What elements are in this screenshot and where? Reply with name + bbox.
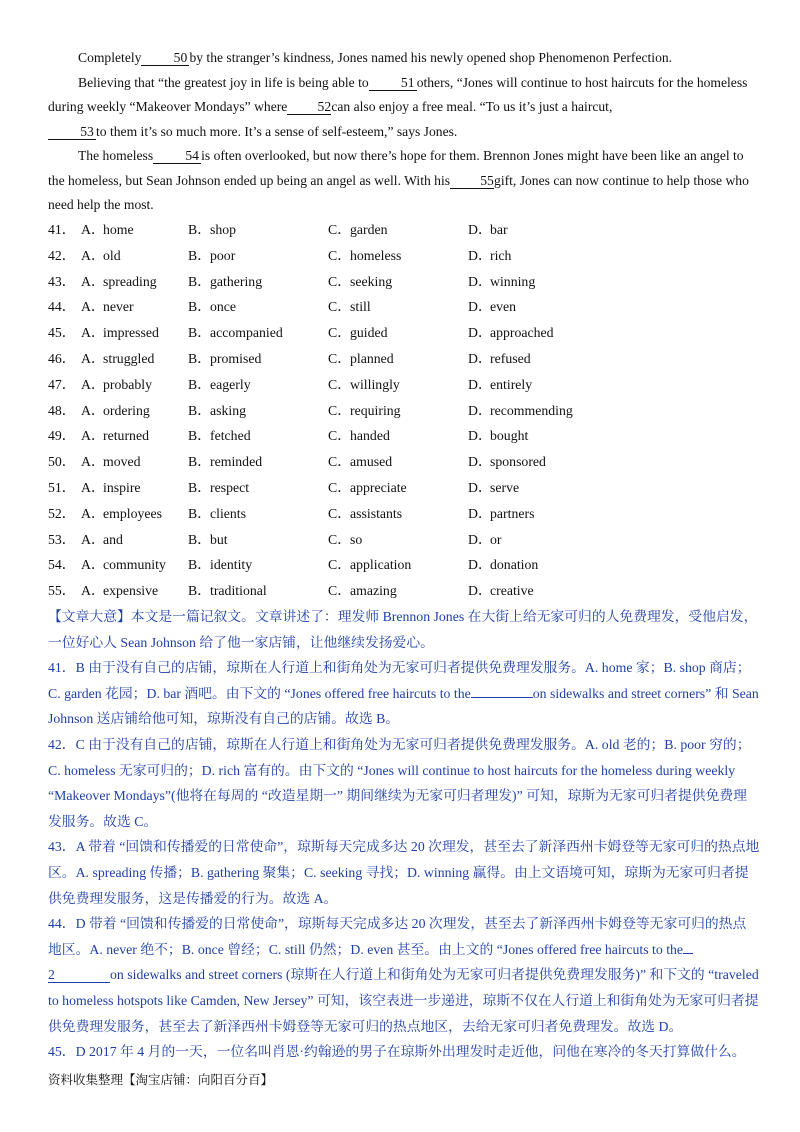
option-text: still <box>350 299 371 315</box>
blank-55: 55 <box>450 174 494 189</box>
passage-text: to them it’s so much more. It’s a sense of self-esteem,” says Jones. <box>96 123 458 139</box>
option-b <box>188 527 228 553</box>
options-list <box>48 217 760 604</box>
option-letter: C． <box>328 222 351 237</box>
option-a <box>81 475 141 501</box>
option-text: bought <box>490 428 529 444</box>
answer-text: 41．B 由于没有自己的店铺，琼斯在人行道上和街角处为无家可归者提供免费理发服务。A. home 家；B. shop 商店；C. garden 花园；D. bar 酒吧。由下文的 “Jones offered free haircuts to the <box>48 660 751 701</box>
blank-52: 52 <box>287 100 331 115</box>
option-letter: D． <box>468 376 492 392</box>
option-a <box>81 501 162 527</box>
answer-43: 43．A 带着 “回馈和传播爱的日常使命”，琼斯每天完成多达 20 次理发，甚至去了新泽西州卡姆登等无家可归的热点地区。A. spreading 传播；B. gathering 聚集；C. seeking 寻找；D. winning 赢得。由上文语境可知，琼斯为无家可归者提供免费理发服务，这是传播爱的行为。故选 A。 <box>48 839 760 906</box>
option-letter: B． <box>188 454 211 470</box>
blank-50: 50 <box>141 51 189 66</box>
answer-42: 42．C 由于没有自己的店铺，琼斯在人行道上和街角处为无家可归者提供免费理发服务。A. old 老的；B. poor 穷的；C. homeless 无家可归的；D. rich 富有的。由下文的 “Jones will continue to host haircuts for the homeless during weekly “Makeover Mondays”(他将在每周的 “改造星期一” 期间继续为无家可归者理发)” 可知，琼斯为无家可归者提供免费理发服务。故选 C。 <box>48 736 751 829</box>
page-footer: 资料收集整理【淘宝店铺：向阳百分百】 <box>48 1072 274 1087</box>
question-number: 46． <box>48 350 76 366</box>
option-d <box>468 423 528 449</box>
option-a <box>81 578 158 604</box>
option-text: partners <box>490 505 535 521</box>
question-number: 54． <box>48 557 76 573</box>
option-c <box>328 475 407 501</box>
option-letter: A． <box>81 454 105 470</box>
option-a <box>81 449 141 475</box>
option-text: requiring <box>350 402 401 418</box>
option-text: fetched <box>210 428 251 444</box>
option-text: even <box>490 299 517 315</box>
answer-45: 45．D 2017 年 4 月的一天，一位名叫肖恩·约翰逊的男子在琼斯外出理发时走近他，问他在寒冷的冬天打算做什么。 <box>48 1044 746 1060</box>
option-text: accompanied <box>210 325 283 341</box>
option-text: asking <box>210 402 247 418</box>
question-number: 42． <box>48 247 76 263</box>
option-letter: B． <box>188 247 211 263</box>
option-text: rich <box>490 247 512 263</box>
question-row <box>48 527 760 553</box>
option-text: sponsored <box>490 454 546 470</box>
option-text: clients <box>210 505 247 521</box>
option-letter: A． <box>81 557 105 573</box>
option-b <box>188 449 262 475</box>
option-letter: C． <box>328 531 351 547</box>
passage-text: Completely <box>78 50 142 65</box>
option-text: reminded <box>210 454 263 470</box>
blank-53: 53 <box>48 125 96 140</box>
option-letter: D． <box>468 402 492 418</box>
question-number: 44． <box>48 299 76 315</box>
option-d <box>468 552 538 578</box>
option-a <box>81 243 121 269</box>
option-text: never <box>103 299 134 315</box>
option-letter: D． <box>468 583 492 599</box>
answer-44 <box>48 911 760 1039</box>
option-d <box>468 398 573 424</box>
option-a <box>81 346 154 372</box>
option-d <box>468 527 502 553</box>
option-b <box>188 501 246 527</box>
option-text: poor <box>210 247 236 263</box>
option-b <box>188 372 251 398</box>
option-d <box>468 269 535 295</box>
option-letter: B． <box>188 531 211 547</box>
option-letter: D． <box>468 505 492 521</box>
option-b <box>188 398 246 424</box>
option-letter: A． <box>81 350 105 366</box>
answer-explanations <box>48 604 760 1065</box>
question-number: 51． <box>48 479 76 495</box>
question-row <box>48 320 760 346</box>
option-b <box>188 294 236 320</box>
option-text: inspire <box>103 479 141 495</box>
option-c <box>328 294 371 320</box>
option-letter: A． <box>81 428 105 444</box>
option-letter: C． <box>328 247 351 263</box>
option-c <box>328 449 392 475</box>
option-text: respect <box>210 479 250 495</box>
option-b <box>188 243 235 269</box>
option-letter: A． <box>81 325 105 341</box>
option-a <box>81 269 157 295</box>
question-row <box>48 449 760 475</box>
option-letter: A． <box>81 583 105 599</box>
option-text: promised <box>210 350 262 366</box>
option-text: amused <box>350 454 393 470</box>
option-text: probably <box>103 376 153 392</box>
option-text: or <box>490 531 502 547</box>
option-text: planned <box>350 350 394 366</box>
option-c <box>328 346 394 372</box>
option-letter: D． <box>468 273 492 289</box>
option-text: handed <box>350 428 390 444</box>
option-letter: A． <box>81 273 105 289</box>
passage-text: by the stranger’s kindness, Jones named his newly opened shop Phenomenon Perfection. <box>189 50 673 65</box>
option-text: community <box>103 557 166 573</box>
passage-text: Believing that “the greatest joy in life is being able to <box>78 74 369 90</box>
option-a <box>81 294 134 320</box>
option-letter: D． <box>468 247 492 263</box>
option-a <box>81 320 159 346</box>
question-row <box>48 269 760 295</box>
option-letter: B． <box>188 273 211 289</box>
option-letter: D． <box>468 479 492 495</box>
question-row <box>48 243 760 269</box>
option-letter: B． <box>188 325 211 341</box>
passage-paragraph-3 <box>48 144 760 218</box>
option-text: creative <box>490 583 534 599</box>
option-text: serve <box>490 479 520 495</box>
answer-blank <box>683 953 693 954</box>
option-text: assistants <box>350 505 403 521</box>
option-text: expensive <box>103 583 159 599</box>
option-letter: B． <box>188 557 211 573</box>
cloze-passage <box>48 46 760 218</box>
option-letter: B． <box>188 299 211 315</box>
option-text: impressed <box>103 325 159 341</box>
option-letter: C． <box>328 273 351 289</box>
option-letter: B． <box>188 376 211 392</box>
blank-51: 51 <box>369 76 417 91</box>
answer-41 <box>48 655 760 732</box>
question-row <box>48 294 760 320</box>
option-c <box>328 527 362 553</box>
passage-text: is often overlooked, but now there’s hope for them. Brennon Jones might have been like an angel to the homeless, but Sean Johnson ended up being an angel as well. With his <box>48 148 744 188</box>
option-b <box>188 578 267 604</box>
option-d <box>468 449 546 475</box>
option-c <box>328 269 392 295</box>
option-c <box>328 578 397 604</box>
option-text: refused <box>490 350 531 366</box>
answer-text: on sidewalks and street corners (琼斯在人行道上和街角处为无家可归者提供免费理发服务)” 和下文的 “traveled to homeless hotspots like Camden, New Jersey” 可知，该空表进一步递进，琼斯不仅在人行道上和街角处为无家可归者提供免费理发服务，甚至去了新泽西州卡姆登等无家可归的热点地区，去给无家可归者免费理发。故选 D。 <box>48 967 759 1034</box>
option-letter: D． <box>468 557 492 573</box>
option-text: struggled <box>103 350 155 366</box>
option-text: approached <box>490 325 554 341</box>
option-letter: D． <box>468 222 492 237</box>
option-text: bar <box>490 222 508 237</box>
option-b <box>188 269 262 295</box>
option-a <box>81 217 134 243</box>
option-letter: B． <box>188 479 211 495</box>
option-text: returned <box>103 428 149 444</box>
question-number: 48． <box>48 402 76 418</box>
option-text: seeking <box>350 273 393 289</box>
option-b <box>188 320 283 346</box>
option-d <box>468 320 554 346</box>
question-number: 55． <box>48 583 76 599</box>
option-letter: C． <box>328 454 351 470</box>
option-c <box>328 372 400 398</box>
option-d <box>468 217 508 243</box>
option-letter: A． <box>81 479 105 495</box>
option-letter: D． <box>468 325 492 341</box>
option-c <box>328 320 388 346</box>
option-letter: A． <box>81 222 105 237</box>
option-letter: C． <box>328 325 351 341</box>
option-text: gathering <box>210 273 263 289</box>
option-a <box>81 398 150 424</box>
question-row <box>48 423 760 449</box>
option-letter: B． <box>188 583 211 599</box>
question-number: 53． <box>48 531 76 547</box>
question-number: 50． <box>48 454 76 470</box>
option-b <box>188 475 249 501</box>
passage-paragraph-2 <box>48 71 760 145</box>
option-c <box>328 552 411 578</box>
question-row <box>48 475 760 501</box>
passage-text: others, “Jones will continue to host haircuts for the homeless during weekly “Makeover Mondays” where <box>48 74 748 114</box>
option-text: recommending <box>490 402 573 418</box>
option-b <box>188 423 251 449</box>
option-text: guided <box>350 325 388 341</box>
option-letter: B． <box>188 402 211 418</box>
option-letter: C． <box>328 402 351 418</box>
question-row <box>48 217 760 243</box>
option-a <box>81 552 166 578</box>
option-c <box>328 398 401 424</box>
option-text: old <box>103 247 121 263</box>
option-letter: A． <box>81 505 105 521</box>
option-letter: C． <box>328 376 351 392</box>
question-number: 47． <box>48 376 76 392</box>
option-text: identity <box>210 557 253 573</box>
option-text: but <box>210 531 228 547</box>
option-letter: C． <box>328 428 351 444</box>
option-text: traditional <box>210 583 267 599</box>
option-letter: B． <box>188 350 211 366</box>
question-row <box>48 552 760 578</box>
option-letter: A． <box>81 376 105 392</box>
option-d <box>468 501 534 527</box>
option-text: spreading <box>103 273 157 289</box>
option-text: application <box>350 557 412 573</box>
passage-text: The homeless <box>78 148 154 163</box>
option-letter: C． <box>328 299 351 315</box>
option-text: amazing <box>350 583 397 599</box>
option-letter: D． <box>468 299 492 315</box>
option-text: garden <box>350 222 388 237</box>
option-d <box>468 372 532 398</box>
option-c <box>328 243 401 269</box>
answer-blank <box>471 697 533 698</box>
option-b <box>188 346 261 372</box>
option-letter: A． <box>81 247 105 263</box>
option-c <box>328 423 390 449</box>
option-d <box>468 294 516 320</box>
option-a <box>81 527 123 553</box>
option-a <box>81 423 149 449</box>
article-summary: 【文章大意】本文是一篇记叙文。文章讲述了：理发师 Brennon Jones 在大街上给无家可归的人免费理发，受他启发，一位好心人 Sean Johnson 给了他一家店铺，让他继续发扬爱心。 <box>48 609 758 650</box>
option-letter: D． <box>468 350 492 366</box>
answer-blank-number: 2 <box>48 968 110 983</box>
passage-text: can also enjoy a free meal. “To us it’s just a haircut, <box>331 99 613 114</box>
question-number: 43． <box>48 273 76 289</box>
option-text: shop <box>210 222 237 237</box>
option-text: once <box>210 299 237 315</box>
option-letter: C． <box>328 583 351 599</box>
option-letter: D． <box>468 531 492 547</box>
option-letter: B． <box>188 505 211 521</box>
option-text: winning <box>490 273 536 289</box>
option-text: willingly <box>350 376 400 392</box>
question-row <box>48 398 760 424</box>
option-text: ordering <box>103 402 150 418</box>
option-letter: D． <box>468 454 492 470</box>
option-text: homeless <box>350 247 402 263</box>
question-number: 49． <box>48 428 76 444</box>
question-row <box>48 501 760 527</box>
question-number: 45． <box>48 325 76 341</box>
blank-54: 54 <box>153 149 201 164</box>
option-c <box>328 501 402 527</box>
answer-text: on sidewalks and street corners” 和 Sean Johnson 送店铺给他可知，琼斯没有自己的店铺。故选 B。 <box>48 685 759 727</box>
answer-text: 44．D 带着 “回馈和传播爱的日常使命”，琼斯每天完成多达 20 次理发，甚至去了新泽西州卡姆登等无家可归的热点地区。A. never 绝不；B. once 曾经；C. still 仍然；D. even 甚至。由上文的 “Jones offered free haircuts to the <box>48 916 747 957</box>
option-a <box>81 372 152 398</box>
question-row <box>48 346 760 372</box>
option-text: donation <box>490 557 539 573</box>
option-d <box>468 475 519 501</box>
question-row <box>48 372 760 398</box>
option-letter: A． <box>81 299 105 315</box>
option-text: appreciate <box>350 479 407 495</box>
option-letter: A． <box>81 531 105 547</box>
option-text: entirely <box>490 376 533 392</box>
passage-text: gift, Jones can now continue to help those who need help the most. <box>48 172 749 212</box>
option-text: moved <box>103 454 141 470</box>
option-b <box>188 552 252 578</box>
question-number: 41． <box>48 222 76 237</box>
option-letter: B． <box>188 428 211 444</box>
option-letter: D． <box>468 428 492 444</box>
option-text: so <box>350 531 363 547</box>
option-text: home <box>103 222 134 237</box>
option-text: eagerly <box>210 376 251 392</box>
option-text: and <box>103 531 123 547</box>
option-d <box>468 346 531 372</box>
option-c <box>328 217 388 243</box>
option-text: employees <box>103 505 163 521</box>
option-letter: B． <box>188 222 211 237</box>
option-letter: C． <box>328 350 351 366</box>
option-letter: C． <box>328 505 351 521</box>
option-d <box>468 243 511 269</box>
option-d <box>468 578 534 604</box>
question-number: 52． <box>48 505 76 521</box>
option-letter: A． <box>81 402 105 418</box>
passage-paragraph-1 <box>48 46 760 71</box>
option-b <box>188 217 236 243</box>
option-letter: C． <box>328 479 351 495</box>
question-row <box>48 578 760 604</box>
option-letter: C． <box>328 557 351 573</box>
